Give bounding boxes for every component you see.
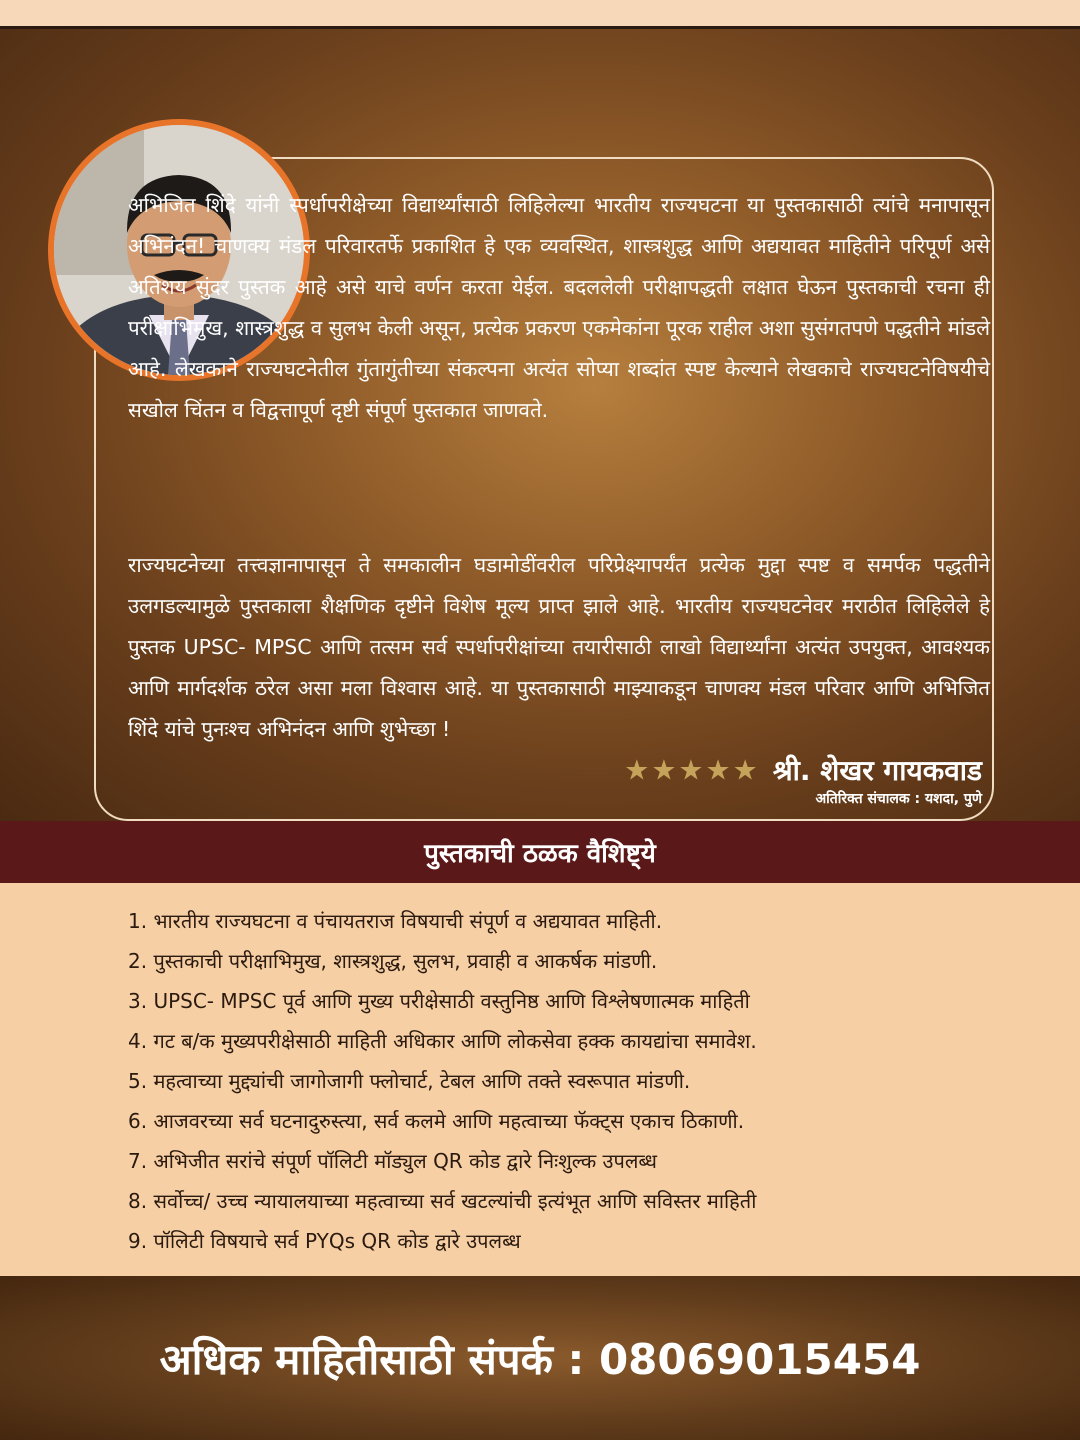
signature	[624, 751, 982, 789]
features-list	[128, 901, 1028, 1261]
rating-stars: ★★★★★	[624, 753, 760, 787]
feature-item: 9. पॉलिटी विषयाचे सर्व PYQs QR कोड द्वारे उपलब्ध	[128, 1229, 521, 1253]
features-title: पुस्तकाची ठळक वैशिष्ट्ये	[424, 839, 656, 869]
author-name: श्री. शेखर गायकवाड	[772, 754, 982, 787]
feature-item: 1. भारतीय राज्यघटना व पंचायतराज विषयाची संपूर्ण व अद्ययावत माहिती.	[128, 909, 663, 933]
feature-item: 7. अभिजीत सरांचे संपूर्ण पॉलिटी मॉड्युल QR कोड द्वारे निःशुल्क उपलब्ध	[128, 1149, 657, 1173]
features-header	[0, 821, 1080, 883]
testimonial-section	[0, 29, 1080, 821]
features-section	[0, 883, 1080, 1276]
feature-item: 3. UPSC- MPSC पूर्व आणि मुख्य परीक्षेसाठी वस्तुनिष्ठ आणि विश्लेषणात्मक माहिती	[128, 989, 750, 1013]
feature-item: 2. पुस्तकाची परीक्षाभिमुख, शास्त्रशुद्ध, सुलभ, प्रवाही व आकर्षक मांडणी.	[128, 949, 658, 973]
feature-item: 5. महत्वाच्या मुद्द्यांची जागोजागी फ्लोचार्ट, टेबल आणि तक्ते स्वरूपात मांडणी.	[128, 1069, 691, 1093]
contact-text: अधिक माहितीसाठी संपर्क : 08069015454	[159, 1334, 921, 1384]
author-role: अतिरिक्त संचालक : यशदा, पुणे	[815, 791, 982, 807]
feature-item: 6. आजवरच्या सर्व घटनादुरुस्त्या, सर्व कलमे आणि महत्वाच्या फॅक्ट्स एकाच ठिकाणी.	[128, 1109, 745, 1133]
feature-item: 4. गट ब/क मुख्यपरीक्षेसाठी माहिती अधिकार आणि लोकसेवा हक्क कायद्यांचा समावेश.	[128, 1029, 757, 1053]
testimonial-paragraph-2: राज्यघटनेच्या तत्त्वज्ञानापासून ते समकालीन घडामोडींवरील परिप्रेक्ष्यापर्यंत प्रत्येक मुद्दा स्पष्ट व समर्पक पद्धतीने उलगडल्यामुळे पुस्तकाला शैक्षणिक दृष्टीने विशेष मूल्य प्राप्त झाले आहे. भारतीय राज्यघटनेवर मराठीत लिहिलेले हे पुस्तक UPSC- MPSC आणि तत्सम सर्व स्पर्धापरीक्षांच्या तयारीसाठी लाखो विद्यार्थ्यांना अत्यंत उपयुक्त, आवश्यक आणि मार्गदर्शक ठरेल असा मला विश्वास आहे. या पुस्तकासाठी माझ्याकडून चाणक्य मंडल परिवार आणि अभिजित शिंदे यांचे पुनःश्च अभिनंदन आणि शुभेच्छा !	[128, 553, 990, 741]
testimonial-paragraph-1: अभिजित शिंदे यांनी स्पर्धापरीक्षेच्या विद्यार्थ्यांसाठी लिहिलेल्या भारतीय राज्यघटना या पुस्तकासाठी त्यांचे मनापासून अभिनंदन! चाणक्य मंडल परिवारतर्फे प्रकाशित हे एक व्यवस्थित, शास्त्रशुद्ध आणि अद्ययावत माहितीने परिपूर्ण असे अतिशय सुंदर पुस्तक आहे असे याचे वर्णन करता येईल. बदललेली परीक्षापद्धती लक्षात घेऊन पुस्तकाची रचना ही परीक्षाभिमुख, शास्त्रशुद्ध व सुलभ केली असून, प्रत्येक प्रकरण एकमेकांना पूरक राहील अशा सुसंगतपणे पद्धतीने मांडले आहे. लेखकाने राज्यघटनेतील गुंतागुंतीच्या संकल्पना अत्यंत सोप्या शब्दांत स्पष्ट केल्याने लेखकाचे राज्यघटनेविषयीचे सखोल चिंतन व विद्वत्तापूर्ण दृष्टी संपूर्ण पुस्तकात जाणवते.	[128, 193, 990, 422]
feature-item: 8. सर्वोच्च/ उच्च न्यायालयाच्या महत्वाच्या सर्व खटल्यांची इत्यंभूत आणि सविस्तर माहिती	[128, 1189, 757, 1213]
top-border-strip	[0, 0, 1080, 29]
contact-footer	[0, 1276, 1080, 1440]
